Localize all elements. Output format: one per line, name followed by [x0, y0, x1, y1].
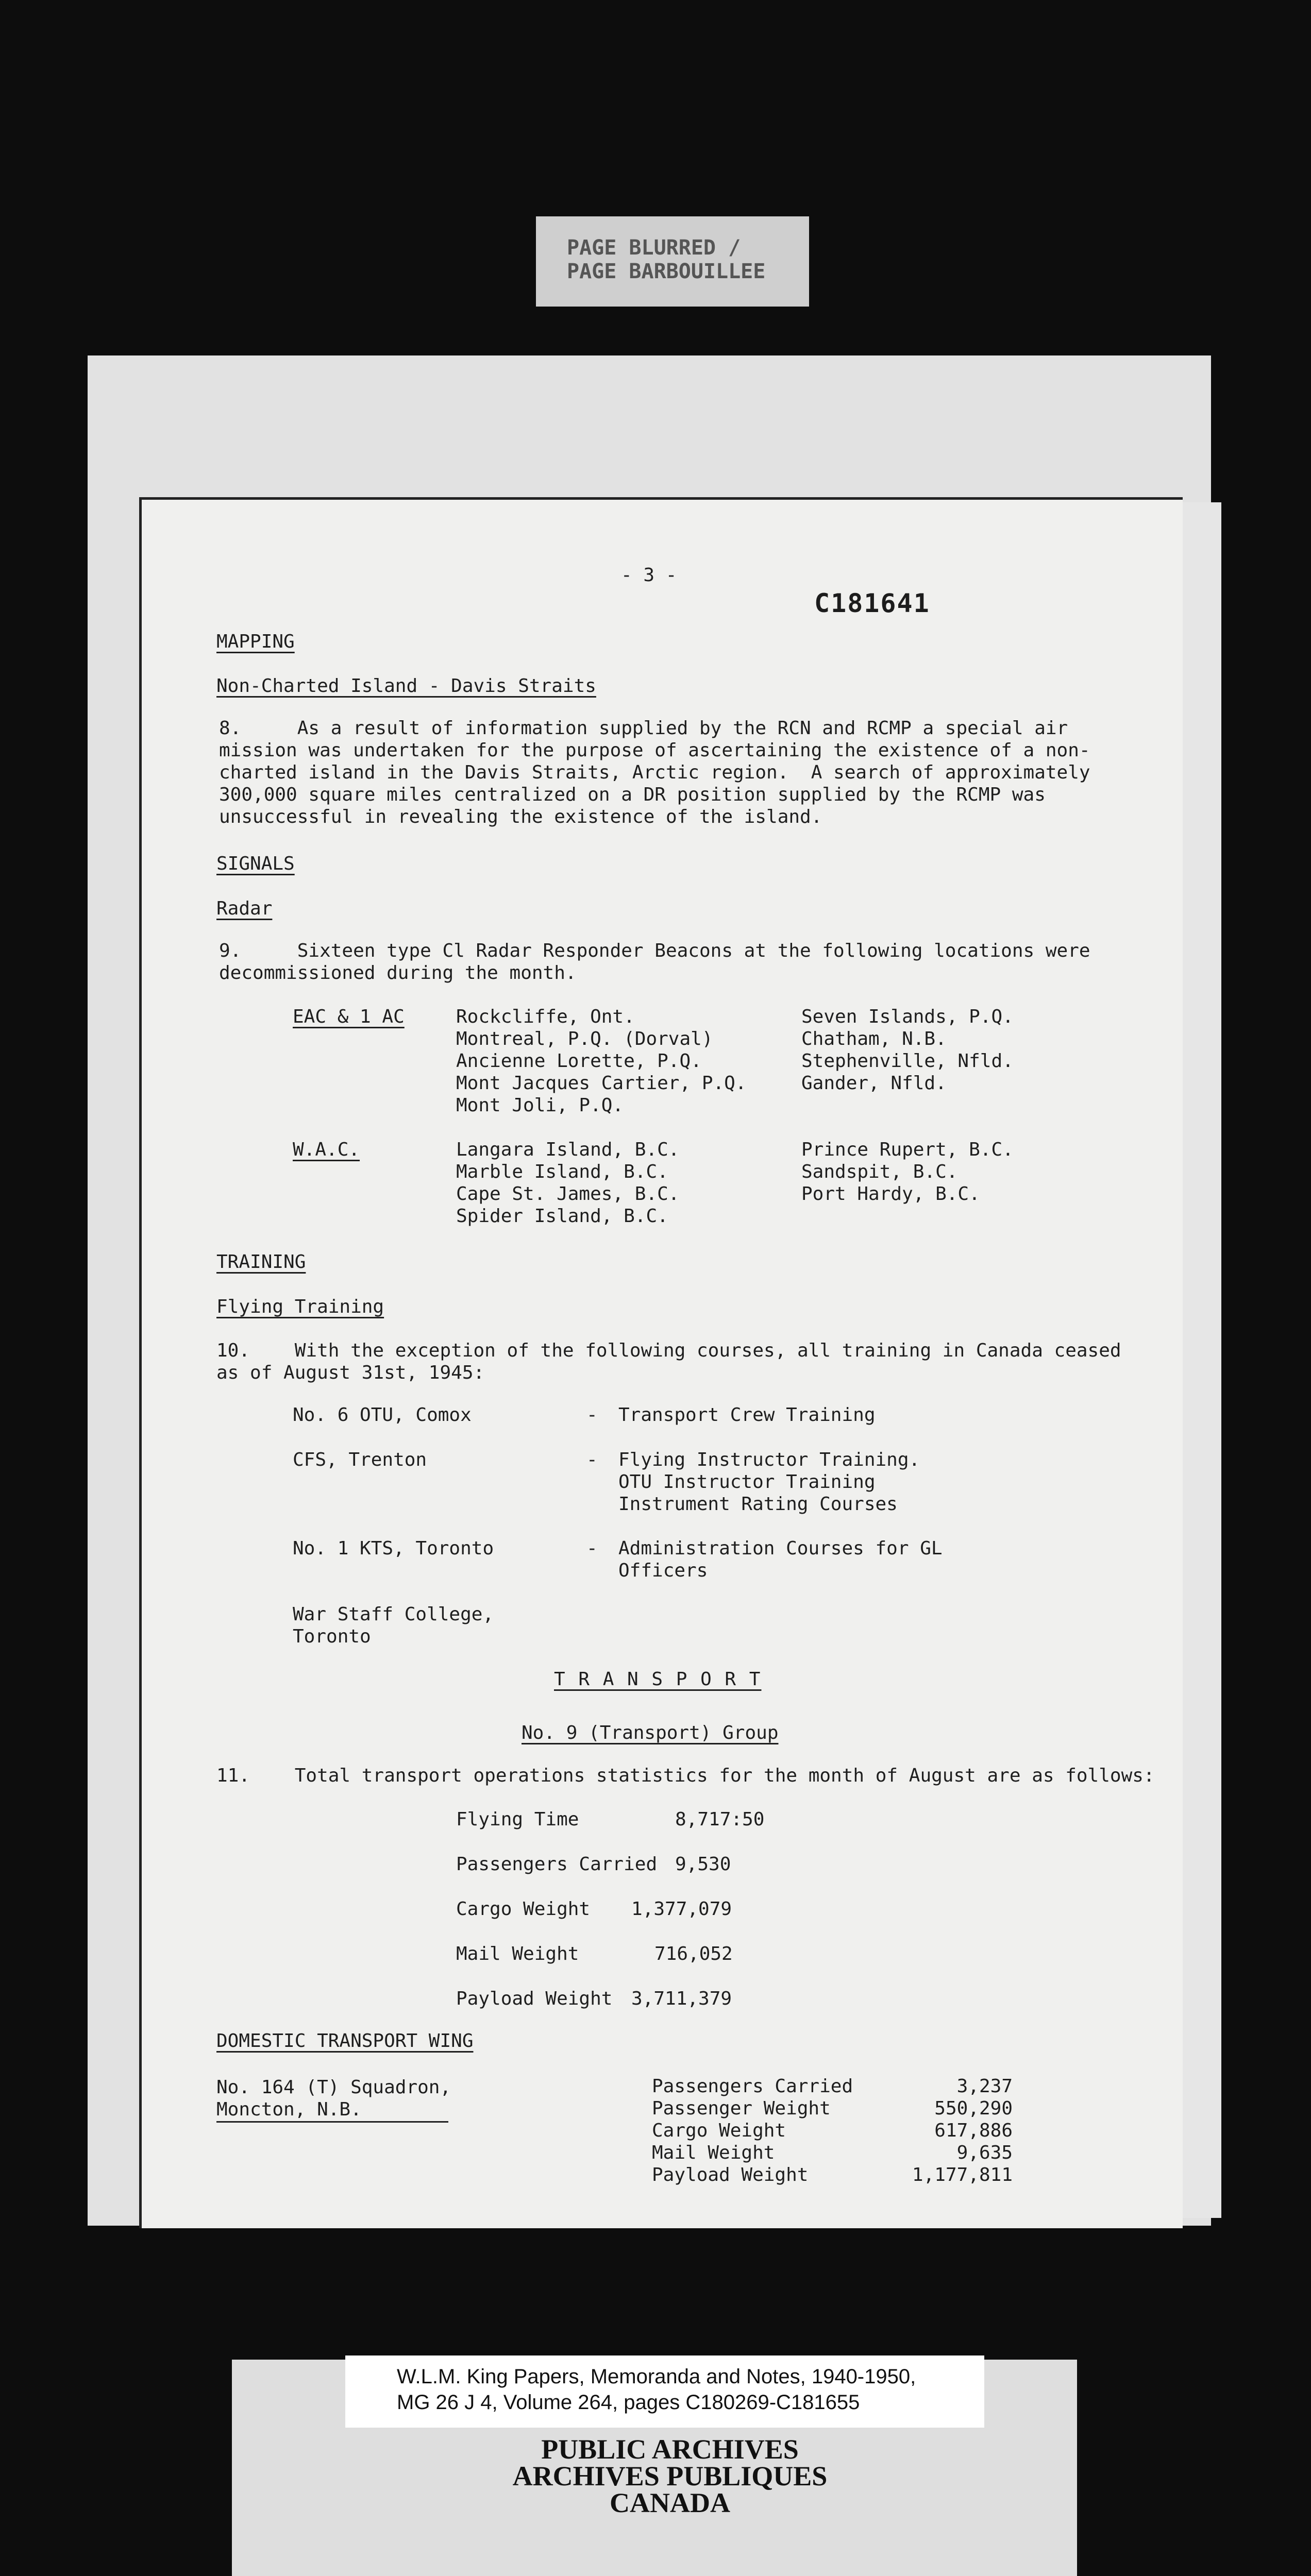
paragraph-line: unsuccessful in revealing the existence of the island. [219, 806, 822, 827]
group-label-eac: EAC & 1 AC [293, 1006, 405, 1027]
stat-row [456, 1943, 786, 1988]
eac-locations-col2 [801, 1006, 1014, 1094]
stat-label: Mail Weight [456, 1943, 579, 1964]
stat-label: Payload Weight [456, 1988, 613, 2009]
archives-line-1: PUBLIC ARCHIVES [541, 2434, 799, 2465]
domestic-label: Passengers Carried [652, 2076, 853, 2097]
transport-paragraph: 11. Total transport operations statistics for the month of August are as follows: [216, 1765, 1155, 1786]
course-dash: - [586, 1404, 598, 1426]
signals-paragraph [219, 940, 1090, 984]
mapping-paragraph [219, 717, 1090, 828]
domestic-label: Cargo Weight [652, 2120, 786, 2141]
location-item: Port Hardy, B.C. [801, 1183, 980, 1205]
radar-subheading: Radar [216, 898, 273, 919]
domestic-row [652, 2142, 1013, 2164]
course-place: No. 6 OTU, Comox [293, 1404, 472, 1426]
course-place: Toronto [293, 1626, 371, 1647]
location-item: Rockcliffe, Ont. [456, 1006, 635, 1027]
paragraph-line: mission was undertaken for the purpose of ascertaining the existence of a non- [219, 740, 1090, 761]
course-description: Officers [618, 1560, 708, 1581]
wac-locations-col1 [456, 1139, 679, 1227]
domestic-value: 3,237 [956, 2076, 1013, 2097]
domestic-value: 1,177,811 [912, 2164, 1013, 2185]
domestic-value: 550,290 [934, 2098, 1013, 2119]
stat-value: 8,717:50 [675, 1809, 765, 1830]
citation-line-2: MG 26 J 4, Volume 264, pages C180269-C181655 [397, 2391, 860, 2414]
paragraph-line: 8. As a result of information supplied by the RCN and RCMP a special air [219, 718, 1068, 739]
paragraph-line: charted island in the Davis Straits, Arctic region. A search of approximately [219, 762, 1090, 783]
paragraph-line: decommissioned during the month. [219, 962, 577, 984]
domestic-row [652, 2164, 1013, 2186]
course-place: No. 1 KTS, Toronto [293, 1538, 494, 1559]
course-description-block [618, 1537, 943, 1582]
flying-training-subheading: Flying Training [216, 1296, 384, 1317]
page-blurred-stamp [536, 216, 809, 307]
domestic-label: Mail Weight [652, 2142, 775, 2163]
collection-citation [345, 2355, 984, 2428]
location-item: Mont Jacques Cartier, P.Q. [456, 1073, 747, 1094]
course-description: OTU Instructor Training [618, 1471, 876, 1493]
transport-heading: T R A N S P O R T [554, 1669, 762, 1690]
course-dash: - [586, 1449, 598, 1470]
course-description: Flying Instructor Training. [618, 1449, 920, 1470]
eac-locations-col1 [456, 1006, 747, 1116]
stat-row [456, 1853, 786, 1898]
stat-value: 1,377,079 [631, 1899, 732, 1920]
course-description-block [618, 1449, 920, 1515]
domestic-stats [652, 2075, 1013, 2186]
location-item: Marble Island, B.C. [456, 1161, 668, 1182]
training-heading: TRAINING [216, 1251, 306, 1273]
transport-group-subheading: No. 9 (Transport) Group [522, 1722, 779, 1743]
course-description: Instrument Rating Courses [618, 1494, 898, 1515]
archives-line-3: CANADA [610, 2487, 730, 2518]
training-paragraph [216, 1340, 1121, 1384]
location-item: Montreal, P.Q. (Dorval) [456, 1028, 713, 1049]
paragraph-line: as of August 31st, 1945: [216, 1362, 485, 1383]
course-description: Transport Crew Training [618, 1404, 876, 1426]
domestic-value: 9,635 [956, 2142, 1013, 2163]
domestic-label: Passenger Weight [652, 2098, 831, 2119]
domestic-wing-heading: DOMESTIC TRANSPORT WING [216, 2030, 474, 2052]
location-item: Prince Rupert, B.C. [801, 1139, 1014, 1160]
location-item: Chatham, N.B. [801, 1028, 947, 1049]
stat-row [456, 1808, 786, 1853]
mapping-subheading: Non-Charted Island - Davis Straits [216, 675, 596, 697]
citation-line-1: W.L.M. King Papers, Memoranda and Notes, 1940-1950, [397, 2365, 916, 2388]
stat-label: Flying Time [456, 1809, 579, 1830]
domestic-label: Payload Weight [652, 2164, 809, 2185]
course-place-block [293, 1603, 494, 1648]
domestic-value: 617,886 [934, 2120, 1013, 2141]
stamp-line-2: PAGE BARBOUILLEE [567, 260, 766, 283]
course-description: Administration Courses for GL [618, 1538, 943, 1559]
location-item: Mont Joli, P.Q. [456, 1095, 624, 1116]
transport-stats [456, 1808, 786, 2032]
stat-row [456, 1898, 786, 1943]
stat-value: 716,052 [654, 1943, 733, 1964]
location-item: Seven Islands, P.Q. [801, 1006, 1014, 1027]
squadron-location: Moncton, N.B. [216, 2098, 448, 2123]
paragraph-line: 300,000 square miles centralized on a DR position supplied by the RCMP was [219, 784, 1046, 805]
location-item: Langara Island, B.C. [456, 1139, 680, 1160]
course-place: CFS, Trenton [293, 1449, 427, 1470]
course-place: War Staff College, [293, 1604, 494, 1625]
squadron-name: No. 164 (T) Squadron, [216, 2077, 451, 2098]
location-item: Gander, Nfld. [801, 1073, 947, 1094]
stat-label: Passengers Carried [456, 1854, 658, 1875]
location-item: Ancienne Lorette, P.Q. [456, 1050, 702, 1072]
course-dash: - [586, 1538, 598, 1559]
signals-heading: SIGNALS [216, 853, 295, 874]
location-item: Sandspit, B.C. [801, 1161, 958, 1182]
paragraph-line: 10. With the exception of the following courses, all training in Canada ceased [216, 1340, 1121, 1361]
domestic-row [652, 2097, 1013, 2120]
page-number: - 3 - [621, 565, 677, 586]
public-archives-label [464, 2436, 876, 2516]
location-item: Spider Island, B.C. [456, 1206, 668, 1227]
location-item: Stephenville, Nfld. [801, 1050, 1014, 1072]
location-item: Cape St. James, B.C. [456, 1183, 680, 1205]
wac-locations-col2 [801, 1139, 1014, 1205]
stamp-line-1: PAGE BLURRED / [567, 236, 741, 260]
domestic-row [652, 2075, 1013, 2097]
group-label-wac: W.A.C. [293, 1139, 360, 1160]
stat-row [456, 1988, 786, 2032]
document-id: C181641 [814, 588, 930, 618]
stat-label: Cargo Weight [456, 1899, 591, 1920]
paragraph-line: 9. Sixteen type Cl Radar Responder Beacons at the following locations were [219, 940, 1090, 961]
mapping-heading: MAPPING [216, 631, 295, 652]
stat-value: 3,711,379 [631, 1988, 732, 2009]
archives-line-2: ARCHIVES PUBLIQUES [512, 2461, 828, 2492]
domestic-row [652, 2120, 1013, 2142]
stat-value: 9,530 [675, 1854, 731, 1875]
